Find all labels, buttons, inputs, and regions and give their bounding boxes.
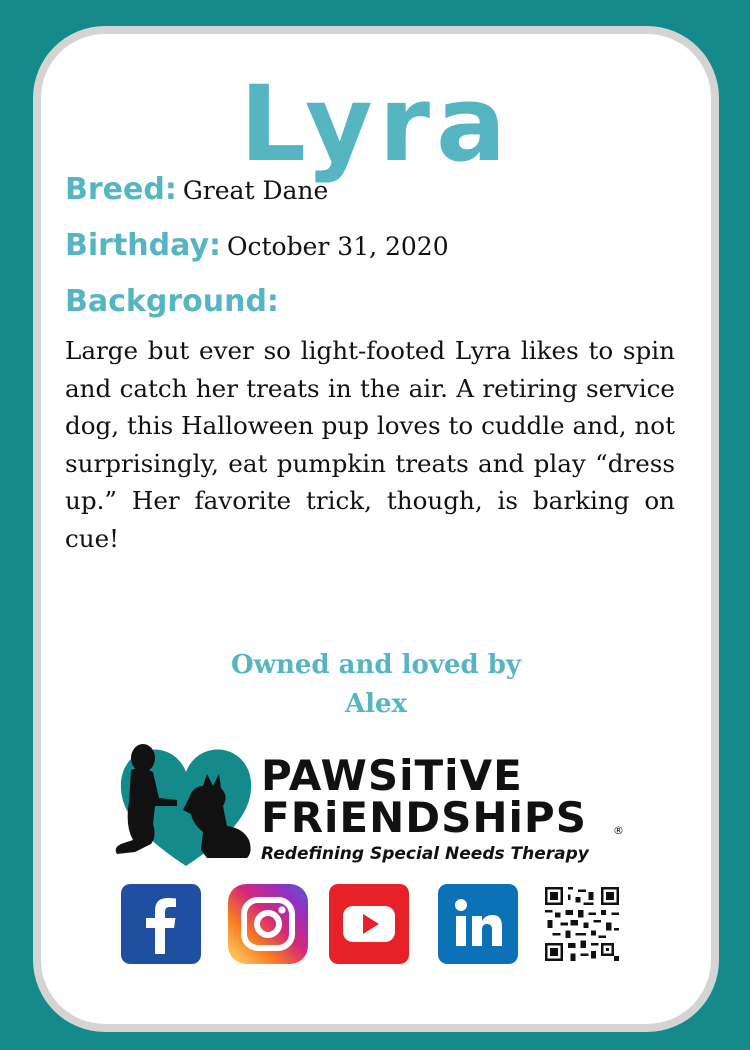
youtube-icon[interactable] xyxy=(329,884,409,964)
brand-tagline: Redefining Special Needs Therapy xyxy=(261,844,589,864)
breed-value: Great Dane xyxy=(182,176,329,205)
birthday-value: October 31, 2020 xyxy=(227,232,449,261)
owner-credit xyxy=(41,646,711,724)
owner-line-1: Owned and loved by xyxy=(230,650,522,680)
heart-boy-dog-icon xyxy=(111,740,261,870)
owner-name: Alex xyxy=(344,689,408,719)
instagram-icon[interactable] xyxy=(228,884,308,964)
birthday-field xyxy=(65,228,449,263)
background-text: Large but ever so light-footed Lyra likes to spin and catch her treats in the air. A retiring service dog, this Halloween pup loves to cuddle and, not surprisingly, eat pumpkin treats and play “dress up.” Her favorite trick, though, is barking on cue! xyxy=(65,336,675,553)
dog-name: Lyra xyxy=(239,63,513,185)
background-field xyxy=(65,284,279,319)
birthday-label: Birthday: xyxy=(65,228,221,263)
linkedin-icon[interactable] xyxy=(438,884,518,964)
brand-name-line-1: PAWSiTiVE xyxy=(261,751,523,800)
breed-label: Breed: xyxy=(65,172,177,207)
pawsitive-friendships-logo xyxy=(111,740,651,870)
facebook-icon[interactable] xyxy=(121,884,201,964)
qr-code-icon[interactable] xyxy=(545,887,619,961)
breed-field xyxy=(65,172,328,207)
brand-name-line-2: FRiENDSHiPS xyxy=(261,793,587,842)
background-label: Background: xyxy=(65,284,279,319)
registered-mark: ® xyxy=(613,824,624,837)
profile-card xyxy=(41,34,711,1024)
